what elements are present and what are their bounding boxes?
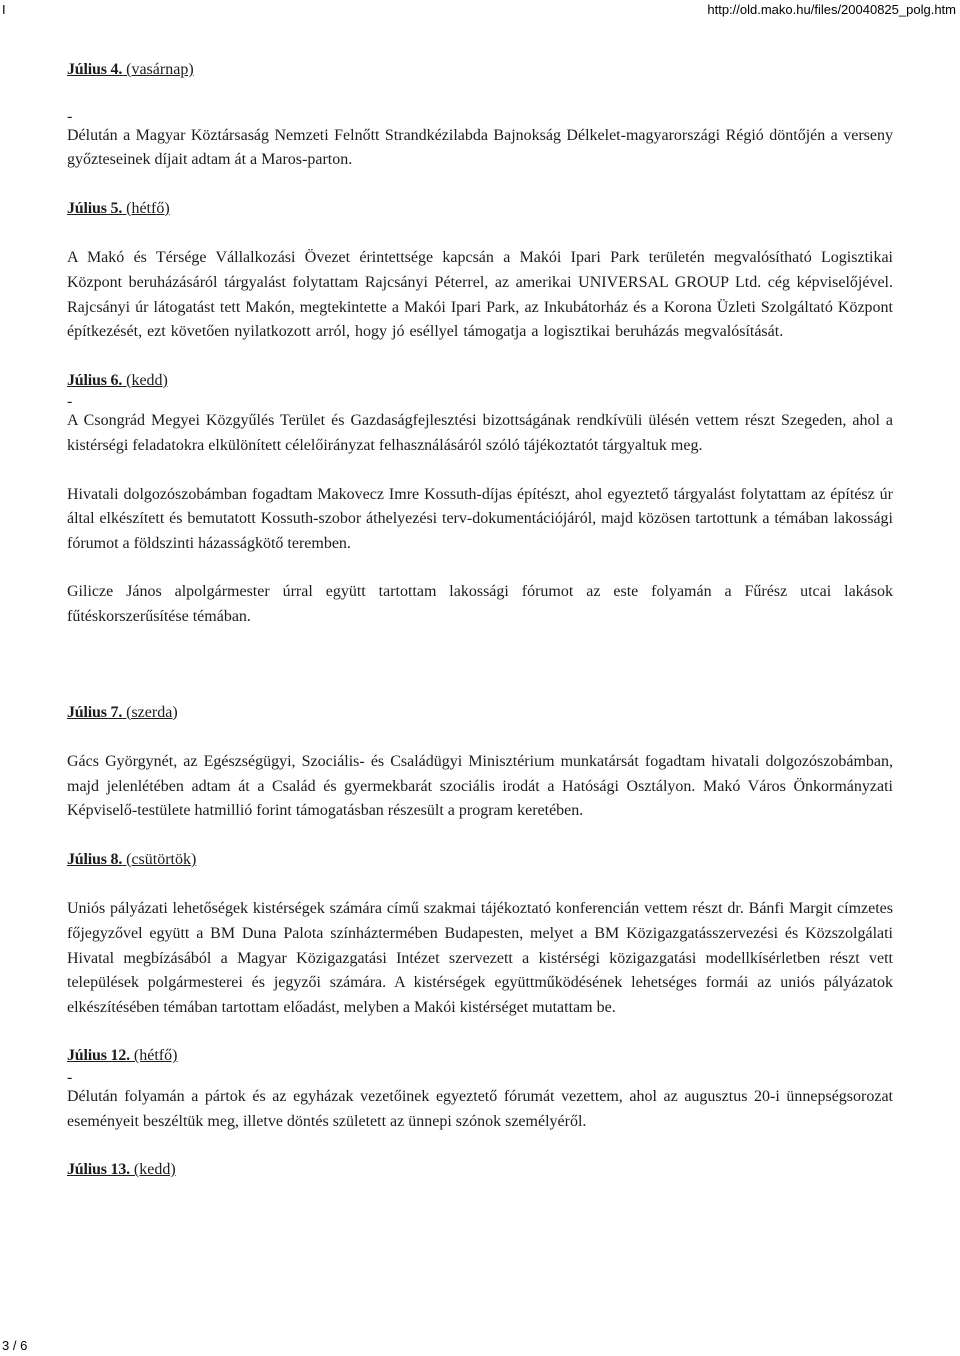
day-label: (hétfő)	[129, 1047, 178, 1065]
day-label: (vasárnap)	[122, 61, 194, 78]
date-label: Július 7.	[67, 703, 123, 721]
entry-paragraph: Délután folyamán a pártok és az egyházak vezetőinek egyeztető fórumát vezettem, ahol az augusztus 20-i ünnepségsorozat eseményeit beszéltük meg, illetve döntés született az ünnepi szónok személyéről.	[67, 1088, 893, 1130]
entry-paragraph: Gács Györgynét, az Egészségügyi, Szociális- és Családügyi Minisztérium munkatársát fogadtam hivatali dolgozószobámban, majd jelenlétében adtam át a Család és gyermekbarát szociális irodát a Hatósági Osztályon. Makó Város Önkormányzati Képviselő-testülete hatmillió forint támogatásban részesült a program keretében.	[67, 753, 893, 820]
list-dash: -	[67, 107, 73, 125]
entry-date-heading	[67, 701, 893, 726]
header-url[interactable]: http://old.mako.hu/files/20040825_polg.htm	[707, 2, 956, 17]
entry-paragraph: A Makó és Térsége Vállalkozási Övezet érintettsége kapcsán a Makói Ipari Park területén megvalósítható Logisztikai Központ beruházásáról tárgyalást folytattam Rajcsányi Péterrel, az amerikai UNIVERSAL GROUP Ltd. cég képviselőjével. Rajcsányi úr látogatást tett Makón, megtekintette a Makói Ipari Park, az Inkubátorház és a Korona Üzleti Szolgáltató Központ építkezését, ezt követően nyilatkozott arról, hogy jó eséllyel támogatja a logisztikai beruházás megvalósítását.	[67, 249, 893, 341]
date-label: Július 5.	[67, 199, 123, 217]
day-label: (kedd)	[122, 371, 168, 389]
entry-july-5	[67, 197, 893, 345]
list-dash: -	[67, 393, 73, 411]
date-label: Július 4.	[67, 61, 123, 78]
entry-date-heading	[67, 848, 893, 873]
day-label: (csütörtök)	[122, 850, 197, 868]
entry-paragraph: Gilicze János alpolgármester úrral együtt tartottam lakossági fórumot az este folyamán a Fűrész utcai lakások fűtéskorszerűsítése témában.	[67, 583, 893, 625]
entry-july-6	[67, 369, 893, 630]
list-dash: -	[67, 1069, 73, 1087]
day-label: (hétfő)	[122, 199, 170, 217]
entry-date-heading	[67, 197, 893, 222]
date-label: Július 8.	[67, 850, 123, 868]
day-label: (szerda)	[122, 703, 178, 721]
entry-paragraph: Uniós pályázati lehetőségek kistérségek számára című szakmai tájékoztató konferencián vettem részt dr. Bánfi Margit címzetes főjegyzővel együtt a BM Duna Palota színháztermében Budapesten, melyet a BM Közigazgatásszervezési és Közszolgálati Hivatal megbízásából a Magyar Közigazgatási Intézet szervezett a kistérségi közigazgatási modellkísérletben részt vett települések polgármesterei és jegyzői számára. A kistérségek együttműködésének lehetséges formái az uniós pályázatok elkészítésében témában tartottam előadást, melyben a Makói kistérséget mutattam be.	[67, 900, 893, 1016]
entry-date-heading	[67, 58, 893, 83]
entry-july-13	[67, 1158, 893, 1183]
date-label: Július 6.	[67, 371, 123, 389]
date-label: Július 13.	[67, 1161, 130, 1179]
entry-july-4	[67, 58, 893, 173]
header-left-mark: I	[2, 2, 6, 17]
document-body	[67, 58, 893, 1183]
entry-date-heading	[67, 1158, 893, 1183]
entry-paragraph: Délután a Magyar Köztársaság Nemzeti Felnőtt Strandkézilabda Bajnokság Délkelet-magyarországi Régió döntőjén a verseny győzteseinek díjait adtam át a Maros-parton.	[67, 126, 893, 169]
date-label: Július 12.	[67, 1047, 130, 1065]
entry-paragraph: A Csongrád Megyei Közgyűlés Terület és Gazdaságfejlesztési bizottságának rendkívüli ülésén vettem részt Szegeden, ahol a kistérségi feladatokra elkülönített célelőirányzat felhasználásáról szóló tájékoztatót tárgyaltuk meg.	[67, 412, 893, 454]
day-label: (kedd)	[129, 1161, 176, 1179]
entry-paragraph: Hivatali dolgozószobámban fogadtam Makovecz Imre Kossuth-díjas építészt, ahol egyeztető tárgyalást folytattam az építész úr által elkészített és bemutatott Kossuth-szobor áthelyezési terv-dokumentációjáról, majd közösen tartottunk a témában lakossági fórumot a földszinti házasságkötő teremben.	[67, 485, 893, 552]
entry-july-7	[67, 701, 893, 824]
entry-july-12	[67, 1044, 893, 1134]
entry-date-heading	[67, 1044, 893, 1069]
entry-july-8	[67, 848, 893, 1021]
entry-date-heading	[67, 369, 893, 394]
page-number: 3 / 6	[2, 1338, 28, 1353]
